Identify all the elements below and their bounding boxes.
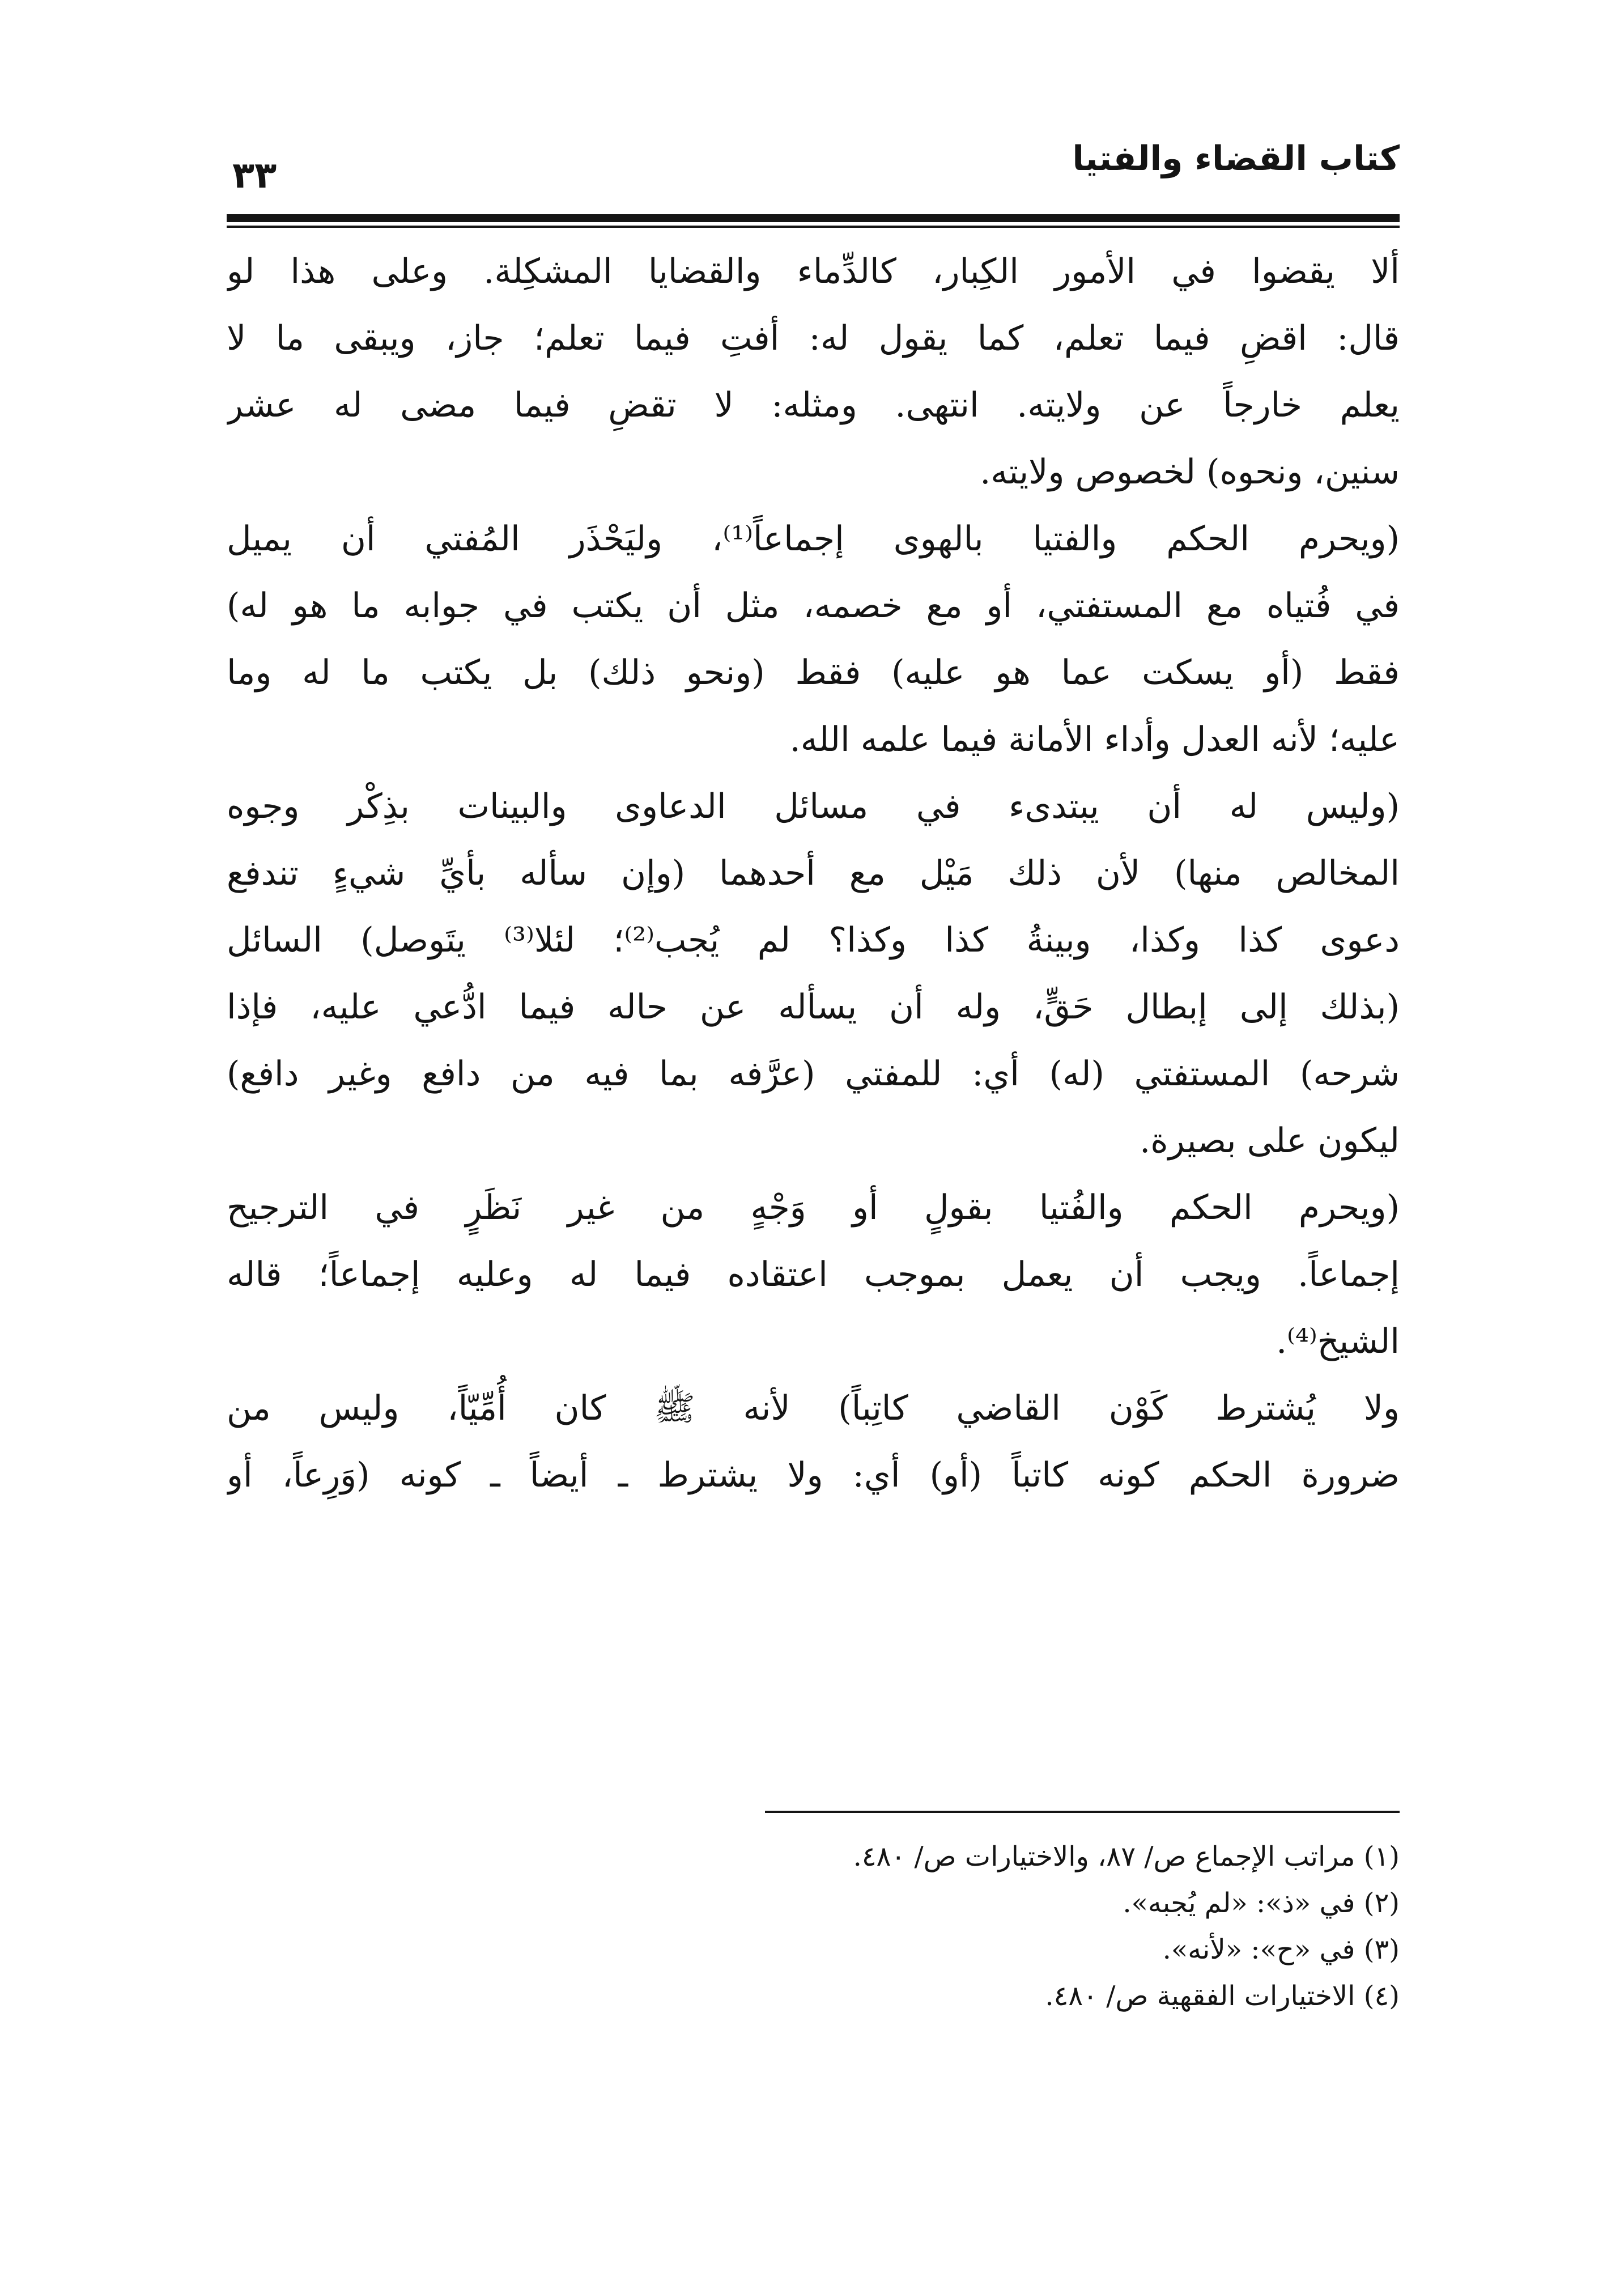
footnotes: [227, 1833, 1400, 2019]
text-line: سنين، ونحوه) لخصوص ولايته.: [980, 452, 1400, 492]
text-line: قال: اقضِ فيما تعلم، كما يقول له: أفتِ فيما تعلم؛ جاز، ويبقى ما لا: [227, 319, 1400, 358]
page-number: ٣٣: [232, 155, 277, 197]
text-line: ليكون على بصيرة.: [1140, 1121, 1400, 1161]
text-line: شرحه) المستفتي (له) أي: للمفتي (عرَّفه بما فيه من دافع وغير دافع): [227, 1054, 1400, 1094]
text-line: (بذلك إلى إبطال حَقٍّ، وله أن يسأله عن حاله فيما ادُّعي عليه، فإذا: [227, 987, 1400, 1027]
text-line: إجماعاً. ويجب أن يعمل بموجب اعتقاده فيما له وعليه إجماعاً؛ قاله: [227, 1255, 1400, 1294]
text-line: يعلم خارجاً عن ولايته. انتهى. ومثله: لا تقضِ فيما مضى له عشر: [227, 385, 1400, 425]
body-text: [227, 238, 1400, 1509]
footnote: (٤) الاختيارات الفقهية ص/ ٤٨٠.: [1045, 1980, 1400, 2012]
text-line: ضرورة الحكم كونه كاتباً (أو) أي: ولا يشترط ـ أيضاً ـ كونه (وَرِعاً، أو: [227, 1455, 1400, 1495]
text-line: عليه؛ لأنه العدل وأداء الأمانة فيما علمه الله.: [789, 720, 1400, 759]
text-line: (ويحرم الحكم والفتيا بالهوى إجماعاً⁽¹⁾، وليَحْذَر المُفتي أن يميل: [227, 519, 1400, 559]
running-title: كتاب القضاء والفتيا: [1072, 139, 1400, 179]
text-line: (ويحرم الحكم والفُتيا بقولٍ أو وَجْهٍ من غير نَظَرٍ في الترجيح: [227, 1188, 1400, 1228]
text-line: المخالص منها) لأن ذلك مَيْل مع أحدهما (وإن سأله بأيِّ شيءٍ تندفع: [227, 853, 1400, 893]
footnote: (٣) في «ح»: «لأنه».: [1162, 1934, 1400, 1965]
footnote-rule: [765, 1811, 1400, 1813]
text-line: الشيخ⁽⁴⁾.: [1276, 1322, 1400, 1361]
text-line: دعوى كذا وكذا، وبينةُ كذا وكذا؟ لم يُجب⁽²⁾؛ لئلا⁽³⁾ يتَوصل) السائل: [227, 920, 1400, 960]
header-rule-thick: [227, 214, 1400, 222]
header-rule-thin: [227, 226, 1400, 228]
text-line: ألا يقضوا في الأمور الكِبار، كالدِّماء والقضايا المشكِلة. وعلى هذا لو: [227, 252, 1400, 291]
footnote: (١) مراتب الإجماع ص/ ٨٧، والاختيارات ص/ ٤٨٠.: [853, 1841, 1400, 1872]
text-line: في فُتياه مع المستفتي، أو مع خصمه، مثل أن يكتب في جوابه ما هو له): [227, 586, 1400, 626]
page-header: [227, 130, 1400, 221]
text-line: ولا يُشترط كَوْن القاضي كاتِباً) لأنه ﷺ كان أُمِّيّاً، وليس من: [227, 1388, 1400, 1428]
text-line: فقط (أو يسكت عما هو عليه) فقط (ونحو ذلك) بل يكتب ما له وما: [227, 653, 1400, 693]
text-line: (وليس له أن يبتدىء في مسائل الدعاوى والبينات بذِكْر وجوه: [227, 787, 1400, 826]
footnote: (٢) في «ذ»: «لم يُجبه».: [1123, 1887, 1400, 1919]
